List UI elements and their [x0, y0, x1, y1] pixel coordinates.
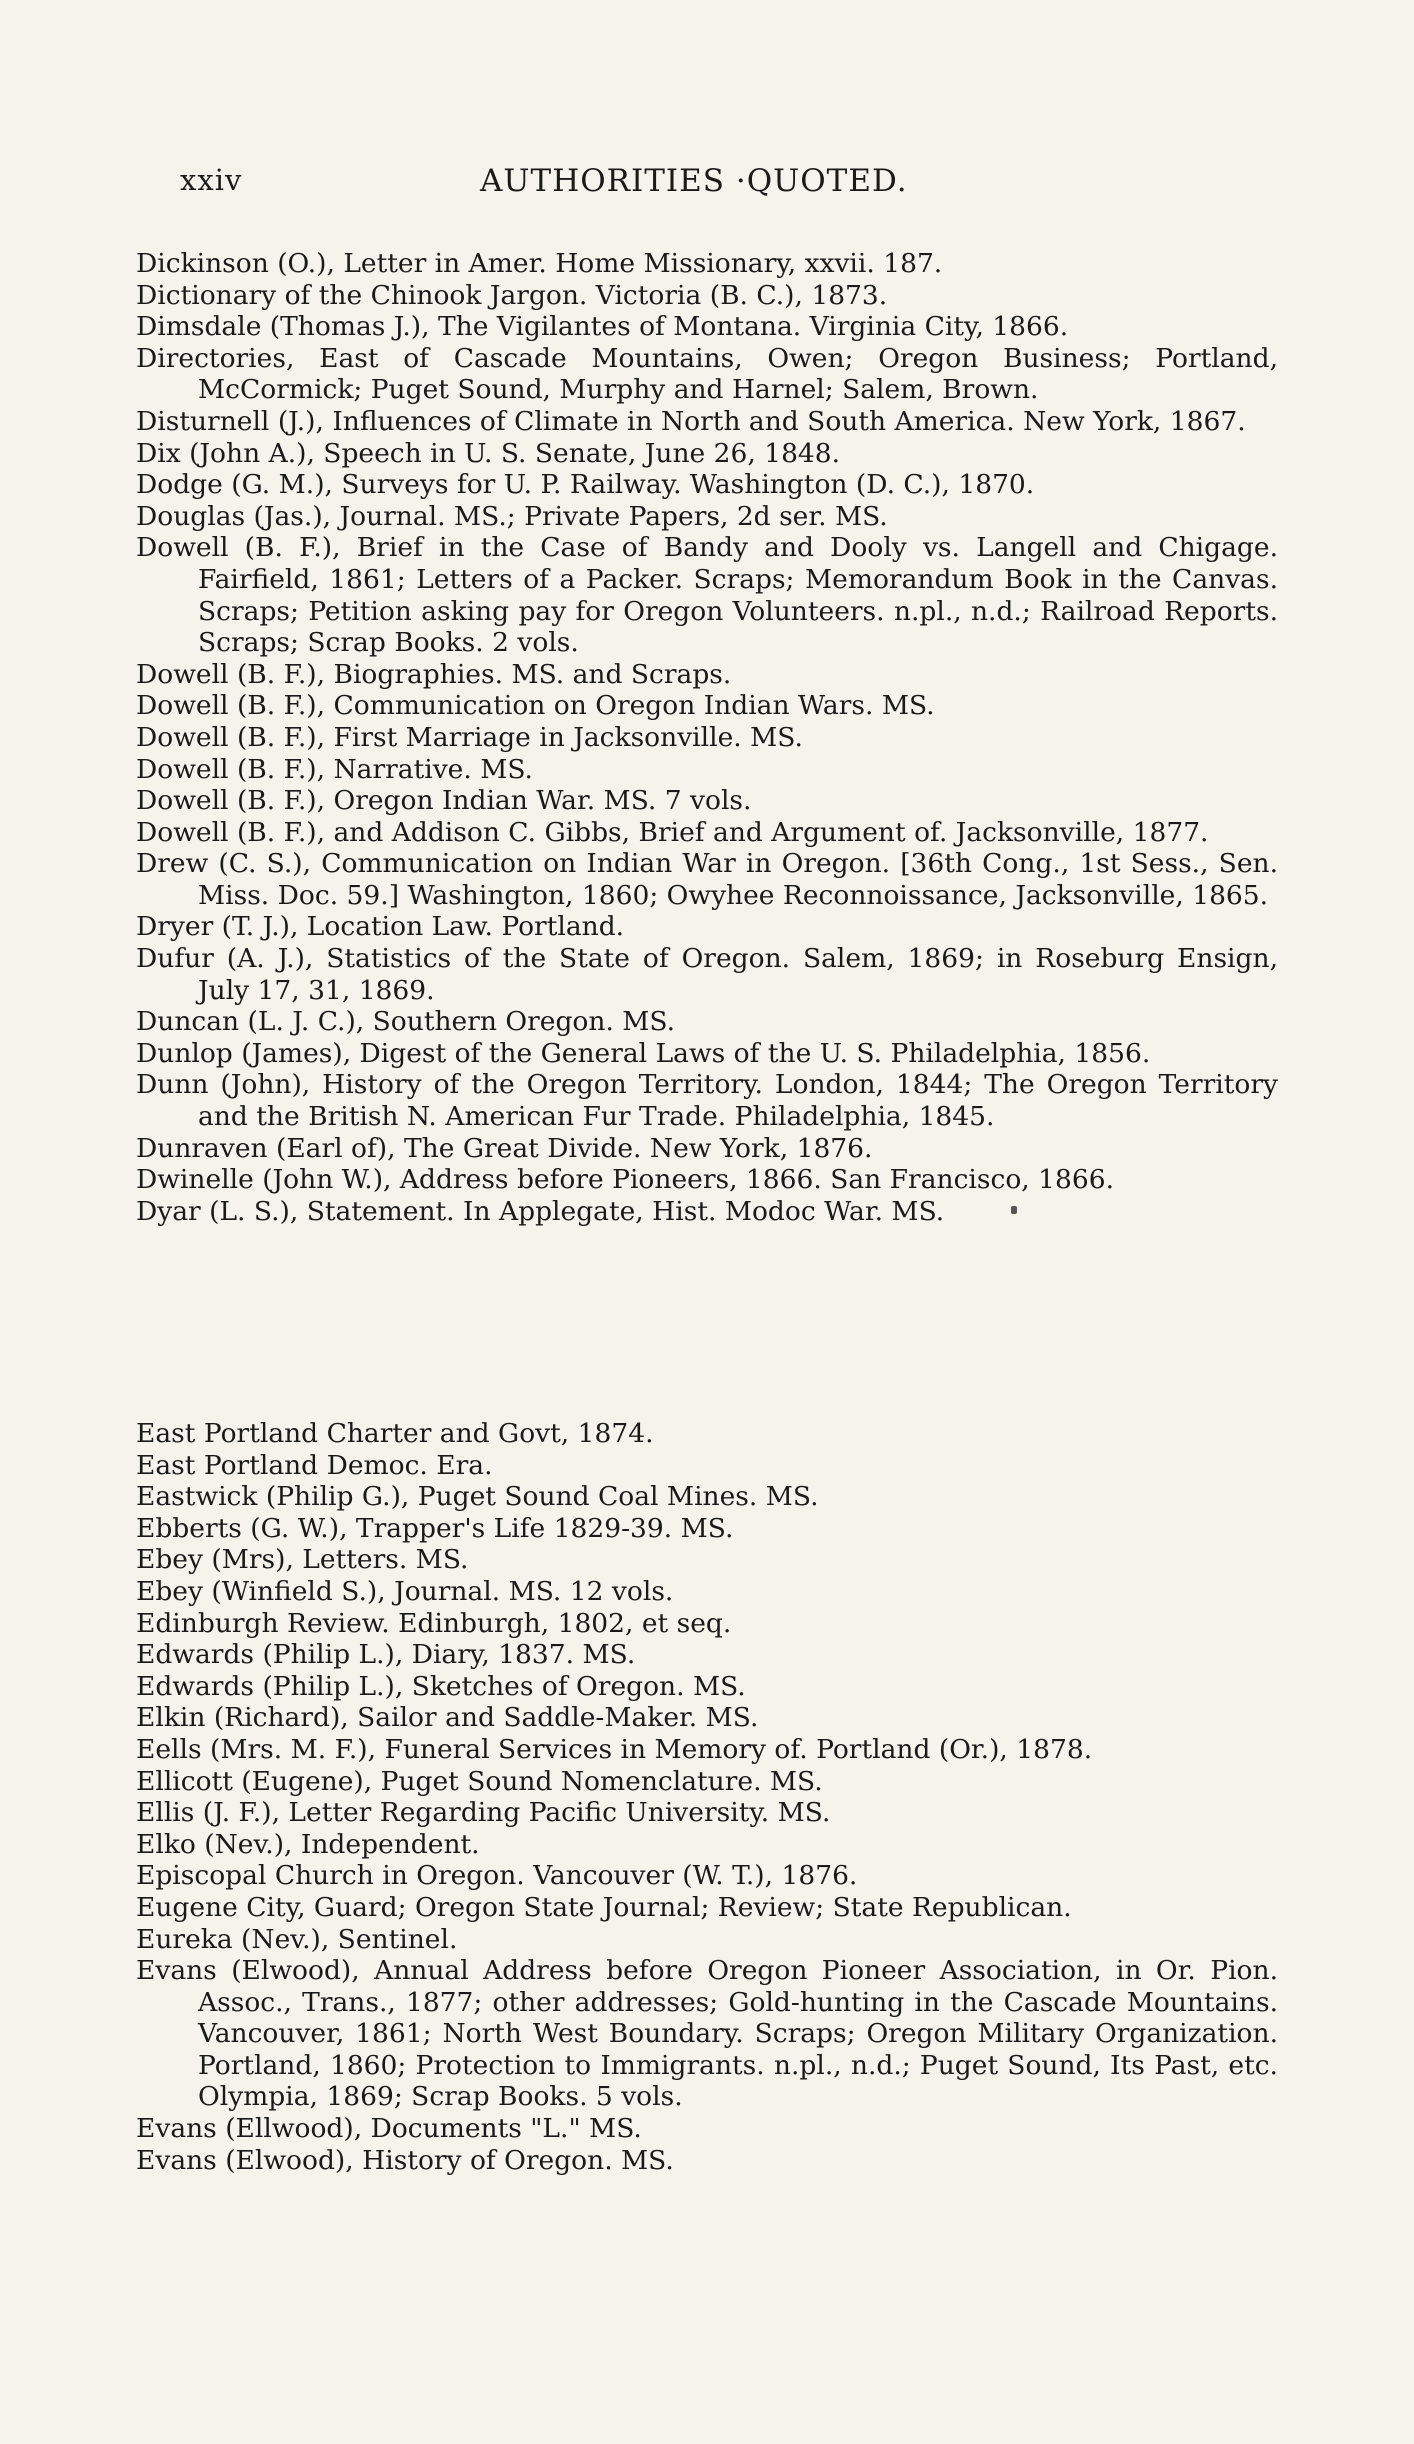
entry: Dunraven (Earl of), The Great Divide. New York, 1876.: [136, 1132, 873, 1164]
entry: Eastwick (Philip G.), Puget Sound Coal Mines. MS.: [136, 1481, 819, 1513]
entry: Elkin (Richard), Sailor and Saddle-Maker. MS.: [136, 1702, 759, 1734]
ink-speck: [1011, 1206, 1017, 1214]
entry: Evans (Elwood), History of Oregon. MS.: [136, 2144, 674, 2176]
entry: Eells (Mrs. M. F.), Funeral Services in Memory of. Portland (Or.), 1878.: [136, 1733, 1093, 1765]
entry: Dimsdale (Thomas J.), The Vigilantes of Montana. Virginia City, 1866.: [136, 311, 1069, 343]
entry: Dowell (B. F.), Biographies. MS. and Scraps.: [136, 658, 732, 690]
entry: Ebey (Mrs), Letters. MS.: [136, 1544, 469, 1576]
entry: Dowell (B. F.), Oregon Indian War. MS. 7 vols.: [136, 785, 752, 817]
entry: Dufur (A. J.), Statistics of the State of Oregon. Salem, 1869; in Roseburg Ensign, July 17, 31, 1869.: [136, 943, 1278, 1006]
entries-d-section: [136, 248, 1278, 1227]
entry: Directories, East of Cascade Mountains, Owen; Oregon Business; Portland, McCormick; Puget Sound, Murphy and Harnel; Salem, Brown.: [136, 342, 1278, 406]
entry: Dowell (B. F.), First Marriage in Jacksonville. MS.: [136, 721, 803, 753]
entry: Ellis (J. F.), Letter Regarding Pacific University. MS.: [136, 1797, 831, 1829]
entry: Edinburgh Review. Edinburgh, 1802, et seq.: [136, 1607, 732, 1639]
entry: Dix (John A.), Speech in U. S. Senate, June 26, 1848.: [136, 437, 841, 469]
entry: Dickinson (O.), Letter in Amer. Home Missionary, xxvii. 187.: [136, 248, 943, 279]
entry: Edwards (Philip L.), Diary, 1837. MS.: [136, 1639, 636, 1671]
entry: Dwinelle (John W.), Address before Pioneers, 1866. San Francisco, 1866.: [136, 1164, 1115, 1196]
running-title: AUTHORITIES ·QUOTED.: [480, 163, 908, 199]
entry: Dodge (G. M.), Surveys for U. P. Railway. Washington (D. C.), 1870.: [136, 469, 1035, 501]
entry: Drew (C. S.), Communication on Indian War in Oregon. [36th Cong., 1st Sess., Sen. Miss. Doc. 59.] Washington, 1860; Owyhee Reconnoissance, Jacksonville, 1865.: [136, 848, 1278, 911]
entry: Ebberts (G. W.), Trapper's Life 1829-39. MS.: [136, 1512, 734, 1544]
entry: Dyar (L. S.), Statement. In Applegate, Hist. Modoc War. MS.: [136, 1195, 945, 1227]
entry: Evans (Elwood), Annual Address before Oregon Pioneer Association, in Or. Pion. Assoc., Trans., 1877; other addresses; Gold-hunting in the Cascade Mountains. Vancouver, 1861; North West Boundary. Scraps; Oregon Military Organization. Portland, 1860; Protection to Immigrants. n.pl., n.d.; Puget Sound, Its Past, etc. Olympia, 1869; Scrap Books. 5 vols.: [136, 1955, 1278, 2113]
entry: Dowell (B. F.), Communication on Oregon Indian Wars. MS.: [136, 690, 935, 722]
entry: Dryer (T. J.), Location Law. Portland.: [136, 911, 625, 943]
entry: Dictionary of the Chinook Jargon. Victoria (B. C.), 1873.: [136, 279, 888, 311]
entry: Episcopal Church in Oregon. Vancouver (W. T.), 1876.: [136, 1860, 858, 1892]
entry: Dowell (B. F.), Narrative. MS.: [136, 753, 533, 785]
entry: Dunlop (James), Digest of the General Laws of the U. S. Philadelphia, 1856.: [136, 1037, 1151, 1069]
entry: Ebey (Winfield S.), Journal. MS. 12 vols.: [136, 1575, 674, 1607]
entry: Dunn (John), History of the Oregon Territory. London, 1844; The Oregon Territory and the British N. American Fur Trade. Philadelphia, 1845.: [136, 1069, 1278, 1133]
page-number: xxiv: [180, 163, 243, 197]
entry: Evans (Ellwood), Documents "L." MS.: [136, 2113, 642, 2145]
entry: Dowell (B. F.), Brief in the Case of Bandy and Dooly vs. Langell and Chigage. Fairfield, 1861; Letters of a Packer. Scraps; Memorandum Book in the Canvas. Scraps; Petition asking pay for Oregon Volunteers. n.pl., n.d.; Railroad Reports. Scraps; Scrap Books. 2 vols.: [136, 532, 1278, 659]
entry: Eureka (Nev.), Sentinel.: [136, 1923, 458, 1955]
entry: East Portland Democ. Era.: [136, 1449, 493, 1481]
entries-e-section: [136, 1418, 1278, 2176]
entry: Duncan (L. J. C.), Southern Oregon. MS.: [136, 1006, 676, 1038]
entry: Dowell (B. F.), and Addison C. Gibbs, Brief and Argument of. Jacksonville, 1877.: [136, 816, 1209, 848]
entry: Edwards (Philip L.), Sketches of Oregon. MS.: [136, 1670, 746, 1702]
entry: East Portland Charter and Govt, 1874.: [136, 1418, 654, 1449]
entry: Eugene City, Guard; Oregon State Journal; Review; State Republican.: [136, 1891, 1072, 1923]
entry: Disturnell (J.), Influences of Climate in North and South America. New York, 1867.: [136, 405, 1246, 437]
entry: Ellicott (Eugene), Puget Sound Nomenclature. MS.: [136, 1765, 823, 1797]
entry: Douglas (Jas.), Journal. MS.; Private Papers, 2d ser. MS.: [136, 500, 888, 532]
entry: Elko (Nev.), Independent.: [136, 1828, 480, 1860]
page-header: [0, 163, 1414, 203]
